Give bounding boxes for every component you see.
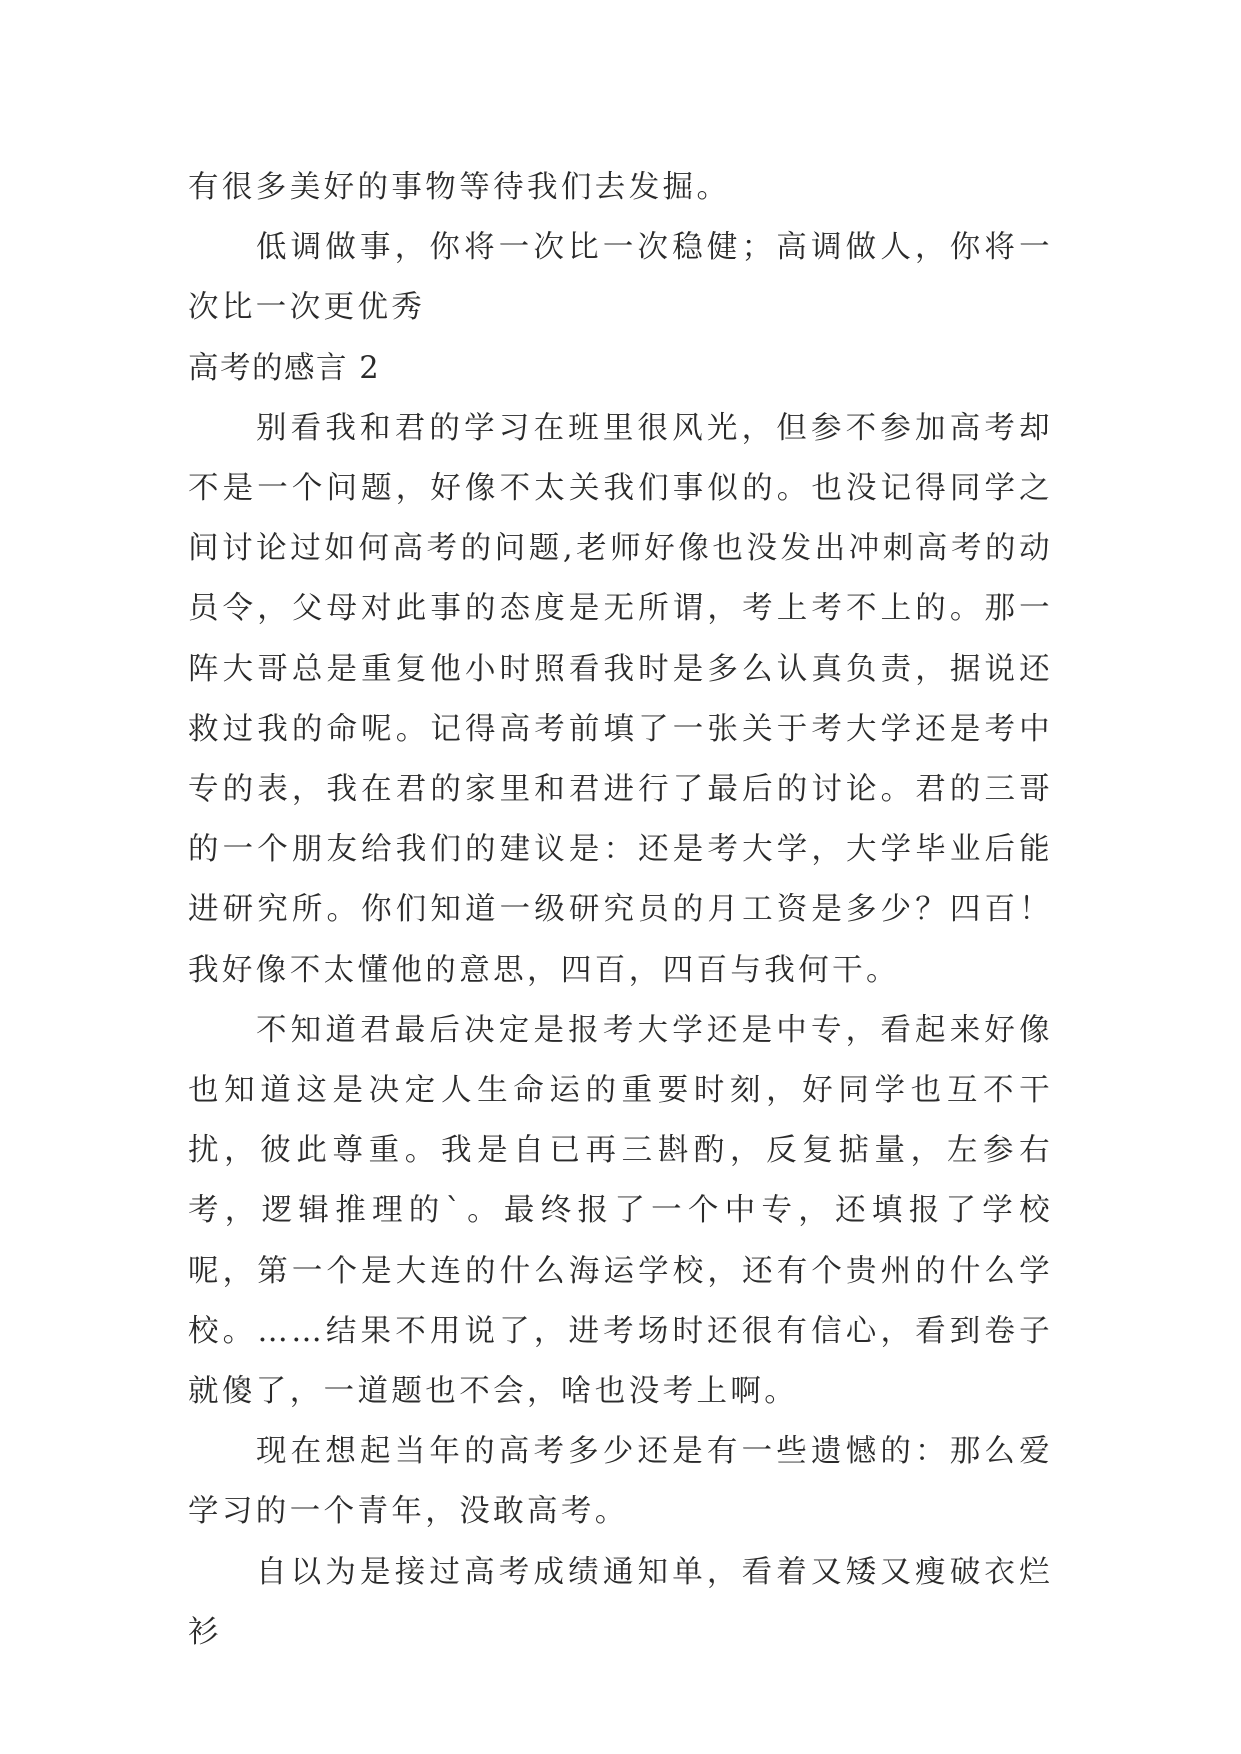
paragraph-motto: 低调做事，你将一次比一次稳健；高调做人，你将一次比一次更优秀 [188,230,1053,326]
paragraph-body-2: 不知道君最后决定是报考大学还是中专，看起来好像也知道这是决定人生命运的重要时刻，好同学也互不干扰，彼此尊重。我是自已再三斟酌，反复掂量，左参右考，逻辑推理的`。最终报了一个中专，还填报了学校呢，第一个是大连的什么海运学校，还有个贵州的什么学校。……结果不用说了，进考场时还很有信心，看到卷子就傻了，一道题也不会，啥也没考上啊。 [188,1012,1053,1410]
paragraph-body-1: 别看我和君的学习在班里很风光，但参不参加高考却不是一个问题，好像不太关我们事似的。也没记得同学之间讨论过如何高考的问题,老师好像也没发出冲刺高考的动员令，父母对此事的态度是无所谓，考上考不上的。那一阵大哥总是重复他小时照看我时是多么认真负责，据说还救过我的命呢。记得高考前填了一张关于考大学还是考中专的表，我在君的家里和君进行了最后的讨论。君的三哥的一个朋友给我们的建议是：还是考大学，大学毕业后能进研究所。你们知道一级研究员的月工资是多少？四百！我好像不太懂他的意思，四百，四百与我何干。 [188,410,1053,988]
section-heading: 高考的感言 2 [188,350,381,386]
paragraph-continuation: 有很多美好的事物等待我们去发掘。 [188,170,731,205]
document-page [188,158,1053,1663]
paragraph-body-4: 自以为是接过高考成绩通知单，看着又矮又瘦破衣烂衫 [188,1554,1053,1650]
paragraph-body-3: 现在想起当年的高考多少还是有一些遗憾的：那么爱学习的一个青年，没敢高考。 [188,1434,1053,1530]
